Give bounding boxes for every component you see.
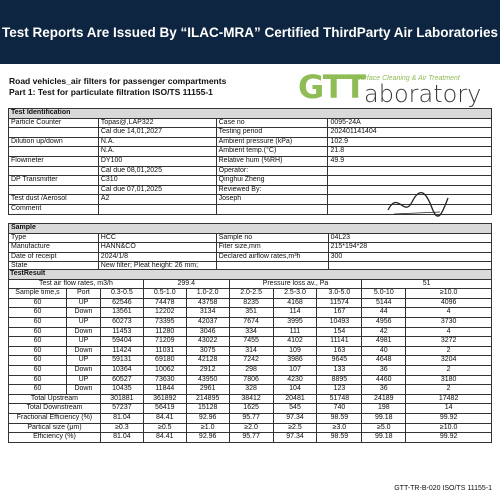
result-data-row-cell: 8895 (317, 375, 362, 385)
ident-row-cell: Test dust /Aerosol (9, 195, 99, 205)
sample-row-cell: Fiter size,mm (216, 243, 328, 253)
result-summary-row-cell: Total Upstream (9, 394, 101, 404)
result-summary-row-cell: 20481 (273, 394, 317, 404)
sample-row-cell: Manufacture (9, 243, 99, 253)
ident-row-cell (9, 166, 99, 176)
ident-row-cell: Case no (216, 118, 328, 128)
result-data-row-cell: 334 (229, 327, 273, 337)
result-summary-row-cell: 97.34 (273, 413, 317, 423)
report-title-line2: Part 1: Test for particulate filtration ISO/TS 11155-1 (9, 87, 213, 97)
result-data-row-cell: 74478 (143, 298, 186, 308)
result-header-row-cell: 0.3-0.5 (100, 289, 143, 299)
result-summary-row-cell: ≥0.5 (143, 423, 186, 433)
result-data-row-cell: 351 (229, 308, 273, 318)
result-table (8, 269, 492, 443)
ident-row-cell (216, 204, 328, 214)
result-data-row (9, 346, 492, 356)
sample-row-cell: New filter; Pleat height: 26 mm; (98, 262, 216, 272)
ident-row (9, 147, 492, 157)
result-data-row-cell: 2 (406, 385, 492, 395)
result-summary-row-cell: 99.92 (406, 433, 492, 443)
result-summary-row-cell: 99.18 (362, 413, 406, 423)
result-summary-row-cell: ≥5.0 (362, 423, 406, 433)
result-data-row-cell: 298 (229, 365, 273, 375)
result-data-row-cell: 11574 (317, 298, 362, 308)
ident-row-cell: Joseph (216, 195, 328, 205)
result-data-row-cell: 2 (406, 346, 492, 356)
result-data-row-cell: 44 (362, 308, 406, 318)
result-data-row-cell: 42037 (186, 317, 229, 327)
result-data-row-cell: 60 (9, 308, 67, 318)
logo-mark: GTT (298, 68, 366, 106)
result-summary-row-cell: 14 (406, 404, 492, 414)
ident-row-cell: N.A. (98, 137, 216, 147)
ident-row-cell: Testing period (216, 128, 328, 138)
result-data-row-cell: Down (66, 327, 100, 337)
result-data-row-cell: 60 (9, 365, 67, 375)
sample-row-cell: HCC (98, 233, 216, 243)
result-summary-row (9, 394, 492, 404)
ident-row-cell: 21.8 (328, 147, 492, 157)
result-data-row-cell: 3730 (406, 317, 492, 327)
result-data-row (9, 317, 492, 327)
ident-row-cell (9, 147, 99, 157)
sample-row-cell: HANN&CO (98, 243, 216, 253)
result-summary-row (9, 433, 492, 443)
result-data-row-cell: 114 (273, 308, 317, 318)
sample-row-cell: Declared airflow rates,m³h (216, 252, 328, 262)
sample-row-cell: State (9, 262, 99, 272)
result-data-row-cell: 4230 (273, 375, 317, 385)
result-data-row (9, 385, 492, 395)
flow-label: Test air flow rates, m3/h (9, 279, 144, 289)
result-data-row-cell: 7242 (229, 356, 273, 366)
ident-row-cell: Relative hum (%RH) (216, 156, 328, 166)
result-summary-row-cell: 95.77 (229, 433, 273, 443)
ident-row-cell: Cal due 14,01,2027 (98, 128, 216, 138)
ident-row-cell: Operator: (216, 166, 328, 176)
result-summary-row-cell: 95.77 (229, 413, 273, 423)
sample-row-cell: Type (9, 233, 99, 243)
result-data-row-cell: 60 (9, 385, 67, 395)
result-data-row-cell: UP (66, 317, 100, 327)
result-data-row-cell: 11141 (317, 337, 362, 347)
result-data-row-cell: 60 (9, 346, 67, 356)
logo-wordmark: aboratory (364, 80, 482, 108)
ident-row-cell: Ambient pressure (kPa) (216, 137, 328, 147)
result-data-row-cell: UP (66, 337, 100, 347)
sample-row (9, 233, 492, 243)
result-summary-row-cell: 92.96 (186, 413, 229, 423)
result-data-row-cell: UP (66, 298, 100, 308)
result-data-row-cell: 60273 (100, 317, 143, 327)
result-header-row (9, 289, 492, 299)
result-header-row-cell: 1.0-2.0 (186, 289, 229, 299)
result-data-row-cell: 10435 (100, 385, 143, 395)
result-data-row-cell: Down (66, 346, 100, 356)
ident-row-cell: 49.9 (328, 156, 492, 166)
result-summary-row-cell: Fractional Efficiency (%) (9, 413, 101, 423)
result-summary-row-cell: 24189 (362, 394, 406, 404)
result-data-row-cell: 109 (273, 346, 317, 356)
result-data-row-cell: 7455 (229, 337, 273, 347)
result-data-row-cell: 12202 (143, 308, 186, 318)
ident-row-cell (9, 128, 99, 138)
banner-text: Test Reports Are Issued By “ILAC-MRA” Certified ThirdParty Air Laboratories (1, 24, 499, 40)
result-data-row-cell: 8235 (229, 298, 273, 308)
result-summary-row-cell: 15128 (186, 404, 229, 414)
banner (0, 0, 500, 64)
ident-row-cell (9, 185, 99, 195)
result-data-row (9, 356, 492, 366)
result-data-row (9, 337, 492, 347)
result-data-row (9, 365, 492, 375)
result-data-row-cell: 4168 (273, 298, 317, 308)
flow-value: 299.4 (143, 279, 229, 289)
result-data-row-cell: 36 (362, 385, 406, 395)
result-summary-row-cell: 98.59 (317, 433, 362, 443)
ident-row-cell: C310 (98, 176, 216, 186)
result-data-row-cell: 60 (9, 356, 67, 366)
result-summary-row-cell: ≥0.3 (100, 423, 143, 433)
result-data-row-cell: 2912 (186, 365, 229, 375)
ident-row-cell: DP Transmitter (9, 176, 99, 186)
section-header-identification: Test Identification (9, 109, 492, 119)
result-data-row-cell: 123 (317, 385, 362, 395)
logo-subtitle: Surface Cleaning & Air Treatment (356, 75, 460, 82)
result-header-row-cell: Sample time,s (9, 289, 67, 299)
result-data-row-cell: 9645 (317, 356, 362, 366)
result-data-row-cell: 154 (317, 327, 362, 337)
result-data-row-cell: 60 (9, 375, 67, 385)
result-summary-row (9, 423, 492, 433)
result-data-row-cell: Down (66, 365, 100, 375)
result-summary-row-cell: 84.41 (143, 413, 186, 423)
result-data-row-cell: 3046 (186, 327, 229, 337)
result-summary-row-cell: 81.04 (100, 433, 143, 443)
report-title (9, 76, 226, 98)
result-data-row-cell: 71209 (143, 337, 186, 347)
result-data-row-cell: 3204 (406, 356, 492, 366)
ident-row-cell (98, 204, 216, 214)
result-data-row-cell: 4460 (362, 375, 406, 385)
result-data-row-cell: 4 (406, 327, 492, 337)
result-data-row-cell: 42 (362, 327, 406, 337)
result-data-row-cell: 2961 (186, 385, 229, 395)
result-data-row-cell: 107 (273, 365, 317, 375)
result-data-row-cell: UP (66, 375, 100, 385)
result-summary-row-cell: Total Downstream (9, 404, 101, 414)
result-summary-row-cell: 198 (362, 404, 406, 414)
reviewer-signature (382, 184, 452, 222)
ident-row-cell: Cal due 08,01,2025 (98, 166, 216, 176)
result-data-row-cell: 43758 (186, 298, 229, 308)
result-data-row-cell: 73395 (143, 317, 186, 327)
result-summary-row-cell: 38412 (229, 394, 273, 404)
result-data-row-cell: 4096 (406, 298, 492, 308)
report-title-line1: Road vehicles_air filters for passenger compartments (9, 76, 227, 86)
result-data-row-cell: 3075 (186, 346, 229, 356)
result-header-row-cell: 3.0-5.0 (317, 289, 362, 299)
result-summary-row-cell: 99.92 (406, 413, 492, 423)
result-header-row-cell: 0.5-1.0 (143, 289, 186, 299)
result-data-row-cell: 69180 (143, 356, 186, 366)
result-data-row-cell: 3272 (406, 337, 492, 347)
result-summary-row-cell: 545 (273, 404, 317, 414)
result-data-row-cell: 36 (362, 365, 406, 375)
result-data-row-cell: 60 (9, 337, 67, 347)
ident-row (9, 137, 492, 147)
result-summary-row-cell: 92.96 (186, 433, 229, 443)
result-data-row-cell: 10062 (143, 365, 186, 375)
result-data-row-cell: 40 (362, 346, 406, 356)
result-data-row (9, 308, 492, 318)
result-summary-row-cell: 301881 (100, 394, 143, 404)
gtt-laboratory-logo (298, 70, 494, 106)
result-summary-row-cell: Partical size (μm) (9, 423, 101, 433)
result-data-row-cell: 11280 (143, 327, 186, 337)
result-summary-row-cell: Efficiency (%) (9, 433, 101, 443)
result-data-row-cell: 3134 (186, 308, 229, 318)
ident-row-cell: Cal due 07,01,2025 (98, 185, 216, 195)
ident-row-cell: A2 (98, 195, 216, 205)
result-data-row-cell: 42128 (186, 356, 229, 366)
result-data-row-cell: 4981 (362, 337, 406, 347)
result-summary-row-cell: 740 (317, 404, 362, 414)
result-data-row-cell: 60 (9, 327, 67, 337)
sample-row-cell: 215*194*28 (328, 243, 491, 253)
result-data-row-cell: 11844 (143, 385, 186, 395)
ident-row-cell: DY100 (98, 156, 216, 166)
section-header-sample: Sample (9, 224, 492, 234)
result-data-row-cell: Down (66, 385, 100, 395)
result-data-row-cell: 104 (273, 385, 317, 395)
ident-row-cell: Ambient temp.(°C) (216, 147, 328, 157)
pressure-loss-value: 51 (362, 279, 492, 289)
result-summary-row (9, 413, 492, 423)
result-data-row-cell: 43022 (186, 337, 229, 347)
result-data-row-cell: 4648 (362, 356, 406, 366)
result-data-row-cell: UP (66, 356, 100, 366)
result-data-row-cell: 314 (229, 346, 273, 356)
ident-row-cell: Particle Counter (9, 118, 99, 128)
sample-row (9, 243, 492, 253)
result-data-row-cell: 7674 (229, 317, 273, 327)
ident-row-cell: N.A. (98, 147, 216, 157)
result-data-row-cell: 11424 (100, 346, 143, 356)
result-data-row-cell: 328 (229, 385, 273, 395)
result-summary-row-cell: ≥1.0 (186, 423, 229, 433)
result-data-row-cell: 13561 (100, 308, 143, 318)
result-summary-row-cell: 98.59 (317, 413, 362, 423)
ident-row-cell: 202401141404 (328, 128, 492, 138)
result-data-row-cell: 10364 (100, 365, 143, 375)
result-data-row-cell: 3180 (406, 375, 492, 385)
result-summary-row-cell: 17482 (406, 394, 492, 404)
ident-row-cell: Reviewed By: (216, 185, 328, 195)
result-data-row-cell: 3995 (273, 317, 317, 327)
result-summary-row-cell: 56419 (143, 404, 186, 414)
ident-row-cell: 0095-24A (328, 118, 492, 128)
result-data-row-cell: 60 (9, 317, 67, 327)
result-data-row-cell: 60 (9, 298, 67, 308)
result-summary-row-cell: 99.18 (362, 433, 406, 443)
sample-row-cell: 300 (328, 252, 491, 262)
ident-row-cell: Dilution up/down (9, 137, 99, 147)
ident-row-cell: Topas@,LAP322 (98, 118, 216, 128)
result-summary-row (9, 404, 492, 414)
sample-row-cell: Date of receipt (9, 252, 99, 262)
result-data-row-cell: 59131 (100, 356, 143, 366)
result-data-row-cell: 3986 (273, 356, 317, 366)
result-header-row-cell: 2.0-2.5 (229, 289, 273, 299)
report-footer: GTT-TR-B-020 ISO/TS 11155-1 (394, 485, 492, 492)
sample-row (9, 252, 492, 262)
result-header-row-cell: Port (66, 289, 100, 299)
result-data-row-cell: 167 (317, 308, 362, 318)
result-data-row-cell: 59404 (100, 337, 143, 347)
result-data-row-cell: Down (66, 308, 100, 318)
result-summary-row-cell: ≥10.0 (406, 423, 492, 433)
section-header-result: TestResult (9, 270, 492, 280)
result-data-row-cell: 111 (273, 327, 317, 337)
ident-row (9, 128, 492, 138)
result-summary-row-cell: ≥3.0 (317, 423, 362, 433)
ident-row (9, 118, 492, 128)
ident-row-cell (328, 166, 492, 176)
result-data-row (9, 375, 492, 385)
result-summary-row-cell: 1625 (229, 404, 273, 414)
result-summary-row-cell: 81.04 (100, 413, 143, 423)
result-data-row-cell: 133 (317, 365, 362, 375)
result-data-row-cell: 2 (406, 365, 492, 375)
result-summary-row-cell: 57237 (100, 404, 143, 414)
sample-row-cell: 2024/1/8 (98, 252, 216, 262)
result-data-row-cell: 4102 (273, 337, 317, 347)
flow-row (9, 279, 492, 289)
result-summary-row-cell: 97.34 (273, 433, 317, 443)
result-data-row-cell: 163 (317, 346, 362, 356)
result-data-row-cell: 73630 (143, 375, 186, 385)
result-header-row-cell: 5.0-10 (362, 289, 406, 299)
result-data-row-cell: 60527 (100, 375, 143, 385)
result-data-row-cell: 62546 (100, 298, 143, 308)
result-header-row-cell: ≥10.0 (406, 289, 492, 299)
sample-row-cell: 04L23 (328, 233, 491, 243)
result-data-row-cell: 10493 (317, 317, 362, 327)
result-data-row-cell: 43950 (186, 375, 229, 385)
ident-row-cell: Flowmeter (9, 156, 99, 166)
result-summary-row-cell: 214895 (186, 394, 229, 404)
ident-row (9, 156, 492, 166)
result-summary-row-cell: ≥2.0 (229, 423, 273, 433)
result-header-row-cell: 2.5-3.0 (273, 289, 317, 299)
result-summary-row-cell: 51748 (317, 394, 362, 404)
pressure-loss-label: Pressure loss av., Pa (229, 279, 362, 289)
ident-row-cell: Qinghui Zheng (216, 176, 328, 186)
result-data-row-cell: 11031 (143, 346, 186, 356)
result-data-row-cell: 5144 (362, 298, 406, 308)
ident-row-cell: Comment (9, 204, 99, 214)
result-summary-row-cell: 84.41 (143, 433, 186, 443)
result-summary-row-cell: ≥2.5 (273, 423, 317, 433)
ident-row-cell: 102.9 (328, 137, 492, 147)
result-data-row-cell: 4956 (362, 317, 406, 327)
sample-row-cell: Sample no (216, 233, 328, 243)
sample-table (8, 223, 492, 272)
result-summary-row-cell: 361892 (143, 394, 186, 404)
result-data-row (9, 327, 492, 337)
result-data-row-cell: 4 (406, 308, 492, 318)
report-document (0, 64, 500, 500)
result-data-row-cell: 11453 (100, 327, 143, 337)
result-data-row (9, 298, 492, 308)
ident-row (9, 166, 492, 176)
result-data-row-cell: 7806 (229, 375, 273, 385)
